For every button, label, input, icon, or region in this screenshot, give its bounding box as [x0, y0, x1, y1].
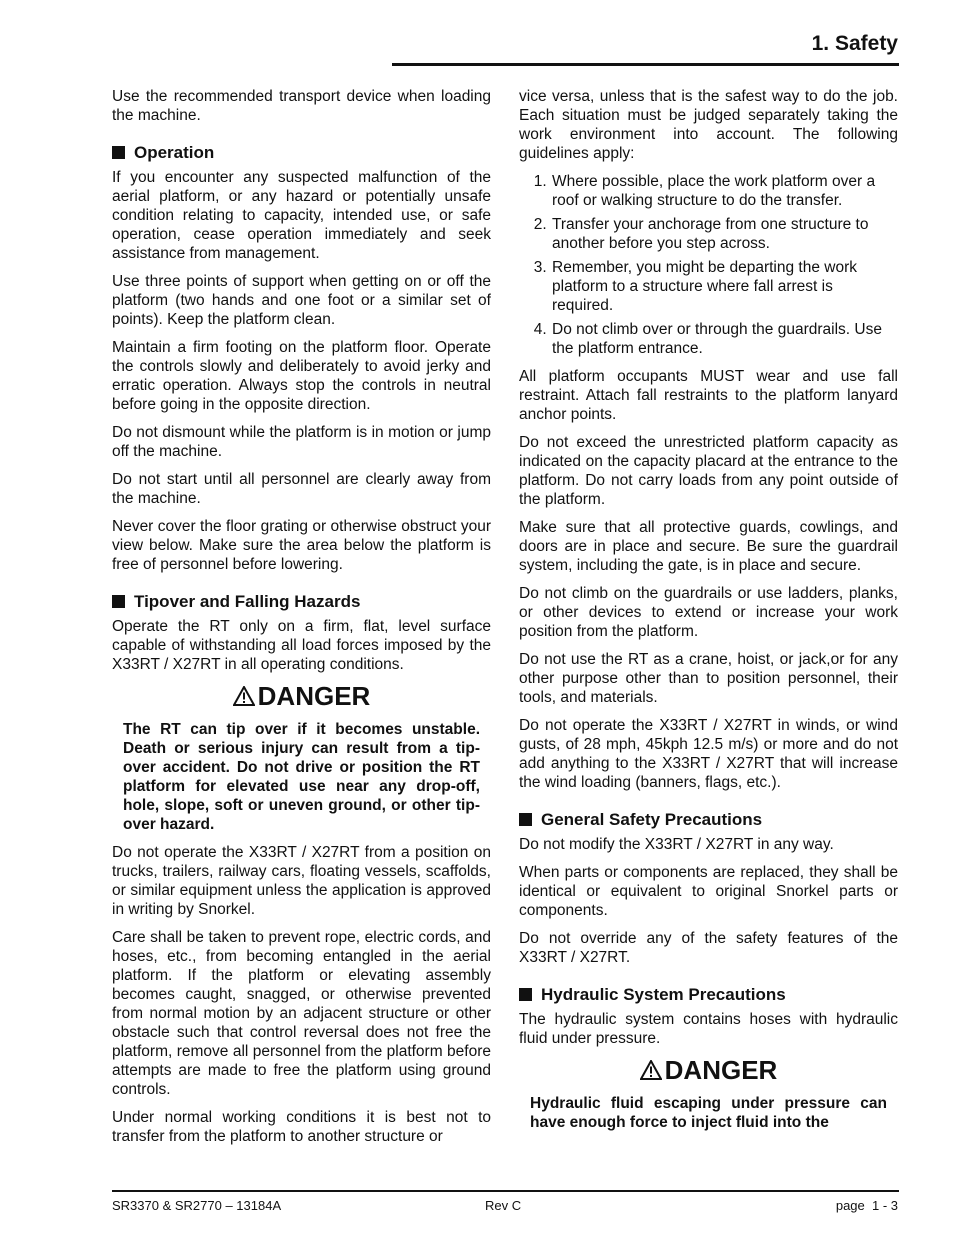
bullet-square-icon: [112, 146, 125, 159]
safety-paragraph: Do not exceed the unrestricted platform capacity as indicated on the capacity placard at the entrance to the platform. Do not carry loads from any point outside of the platform.: [519, 434, 898, 508]
danger-banner: [112, 680, 491, 711]
hydraulic-paragraph: The hydraulic system contains hoses with hydraulic fluid under pressure.: [519, 1011, 898, 1047]
guideline-item: 1. Where possible, place the work platform over a roof or walking structure to do the transfer.: [551, 172, 898, 210]
danger-text: Hydraulic fluid escaping under pressure can have enough force to inject fluid into the: [530, 1095, 887, 1131]
warning-triangle-icon: [640, 1060, 662, 1080]
tipover-heading: [112, 592, 491, 611]
header-rule: [392, 63, 899, 66]
tipover-paragraph: Operate the RT only on a firm, flat, level surface capable of withstanding all load forces imposed by the X33RT / X27RT in all operating conditions.: [112, 618, 491, 673]
intro-paragraph: Use the recommended transport device when loading the machine.: [112, 88, 491, 124]
danger-text: The RT can tip over if it becomes unstable. Death or serious injury can result from a tip-over accident. Do not drive or position the RT platform for elevated use near any drop-off, hole, slope, soft or uneven ground, or other tip-over hazard.: [123, 721, 480, 833]
danger-label: DANGER: [664, 1054, 778, 1085]
operation-heading: [112, 143, 491, 162]
continued-paragraph: vice versa, unless that is the safest way to do the job. Each situation must be judged separately taking the work environment into account. The following guidelines apply:: [519, 88, 898, 162]
right-column: [519, 87, 898, 1141]
hydraulic-heading-text: Hydraulic System Precautions: [541, 985, 786, 1004]
hydraulic-heading: [519, 985, 898, 1004]
safety-paragraph: Do not operate the X33RT / X27RT in winds, or wind gusts, of 28 mph, 45kph 12.5 m/s) or more and do not add anything to the X33RT / X27RT that will increase the wind loading (banners, flags, etc.).: [519, 717, 898, 791]
general-paragraph: Do not override any of the safety features of the X33RT / X27RT.: [519, 930, 898, 966]
operation-paragraph: If you encounter any suspected malfunction of the aerial platform, or any hazard or potentially unsafe condition relating to capacity, intended use, or safe operation, cease operation immediately and seek assistance from management.: [112, 169, 491, 262]
general-heading: [519, 810, 898, 829]
operation-paragraph: Do not start until all personnel are clearly away from the machine.: [112, 471, 491, 507]
guideline-item: 2. Transfer your anchorage from one structure to another before you step across.: [551, 215, 898, 253]
tipover-after-paragraph: Under normal working conditions it is best not to transfer from the platform to another structure or: [112, 1109, 491, 1145]
tipover-after-paragraph: Care shall be taken to prevent rope, electric cords, and hoses, etc., from becoming entangled in the aerial platform. If the platform or elevating assembly becomes caught, snagged, or otherwise prevented from normal motion by an adjacent structure or other obstacle such that control reversal does not free the platform, remove all personnel from the platform before attempts are made to free the platform using ground controls.: [112, 929, 491, 1098]
page-section-title: 1. Safety: [811, 32, 898, 55]
general-paragraph: Do not modify the X33RT / X27RT in any way.: [519, 836, 834, 853]
footer-page-number: page 1 - 3: [835, 1198, 898, 1213]
guideline-item: 4. Do not climb over or through the guardrails. Use the platform entrance.: [551, 320, 898, 358]
safety-paragraph: Do not use the RT as a crane, hoist, or jack,or for any other purpose other than to position personnel, their tools, and materials.: [519, 651, 898, 706]
bullet-square-icon: [519, 988, 532, 1001]
guideline-item: 3. Remember, you might be departing the work platform to a structure where fall arrest is required.: [551, 258, 898, 315]
danger-label: DANGER: [257, 680, 371, 711]
safety-paragraph: Make sure that all protective guards, cowlings, and doors are in place and secure. Be sure the guardrail system, including the gate, is in place and secure.: [519, 519, 898, 574]
operation-paragraph: Never cover the floor grating or otherwise obstruct your view below. Make sure the area below the platform is free of personnel before lowering.: [112, 518, 491, 573]
tipover-heading-text: Tipover and Falling Hazards: [134, 592, 361, 611]
danger-banner: [519, 1054, 898, 1085]
operation-heading-text: Operation: [134, 143, 215, 162]
general-heading-text: General Safety Precautions: [541, 810, 763, 829]
tipover-after-paragraph: Do not operate the X33RT / X27RT from a position on trucks, trailers, railway cars, floating vessels, scaffolds, or similar equipment unless the application is approved in writing by Snorkel.: [112, 844, 491, 918]
warning-triangle-icon: [233, 686, 255, 706]
bullet-square-icon: [519, 813, 532, 826]
operation-paragraph: Use three points of support when getting on or off the platform (two hands and one foot or a similar set of points). Keep the platform clean.: [112, 273, 491, 328]
footer-document-id: SR3370 & SR2770 – 13184A: [112, 1198, 282, 1213]
footer-revision: Rev C: [485, 1198, 522, 1213]
safety-paragraph: All platform occupants MUST wear and use fall restraint. Attach fall restraints to the platform lanyard anchor points.: [519, 368, 898, 423]
left-column: [112, 87, 491, 1155]
safety-paragraph: Do not climb on the guardrails or use ladders, planks, or other devices to extend or increase your work position from the platform.: [519, 585, 898, 640]
operation-paragraph: Do not dismount while the platform is in motion or jump off the machine.: [112, 424, 491, 460]
guidelines-list: [519, 172, 898, 358]
operation-paragraph: Maintain a firm footing on the platform floor. Operate the controls slowly and deliberately to avoid jerky and erratic operation. Always stop the controls in neutral before going in the opposite direction.: [112, 339, 491, 413]
footer-rule: [112, 1190, 899, 1192]
general-paragraph: When parts or components are replaced, they shall be identical or equivalent to original Snorkel parts or components.: [519, 864, 898, 919]
bullet-square-icon: [112, 595, 125, 608]
